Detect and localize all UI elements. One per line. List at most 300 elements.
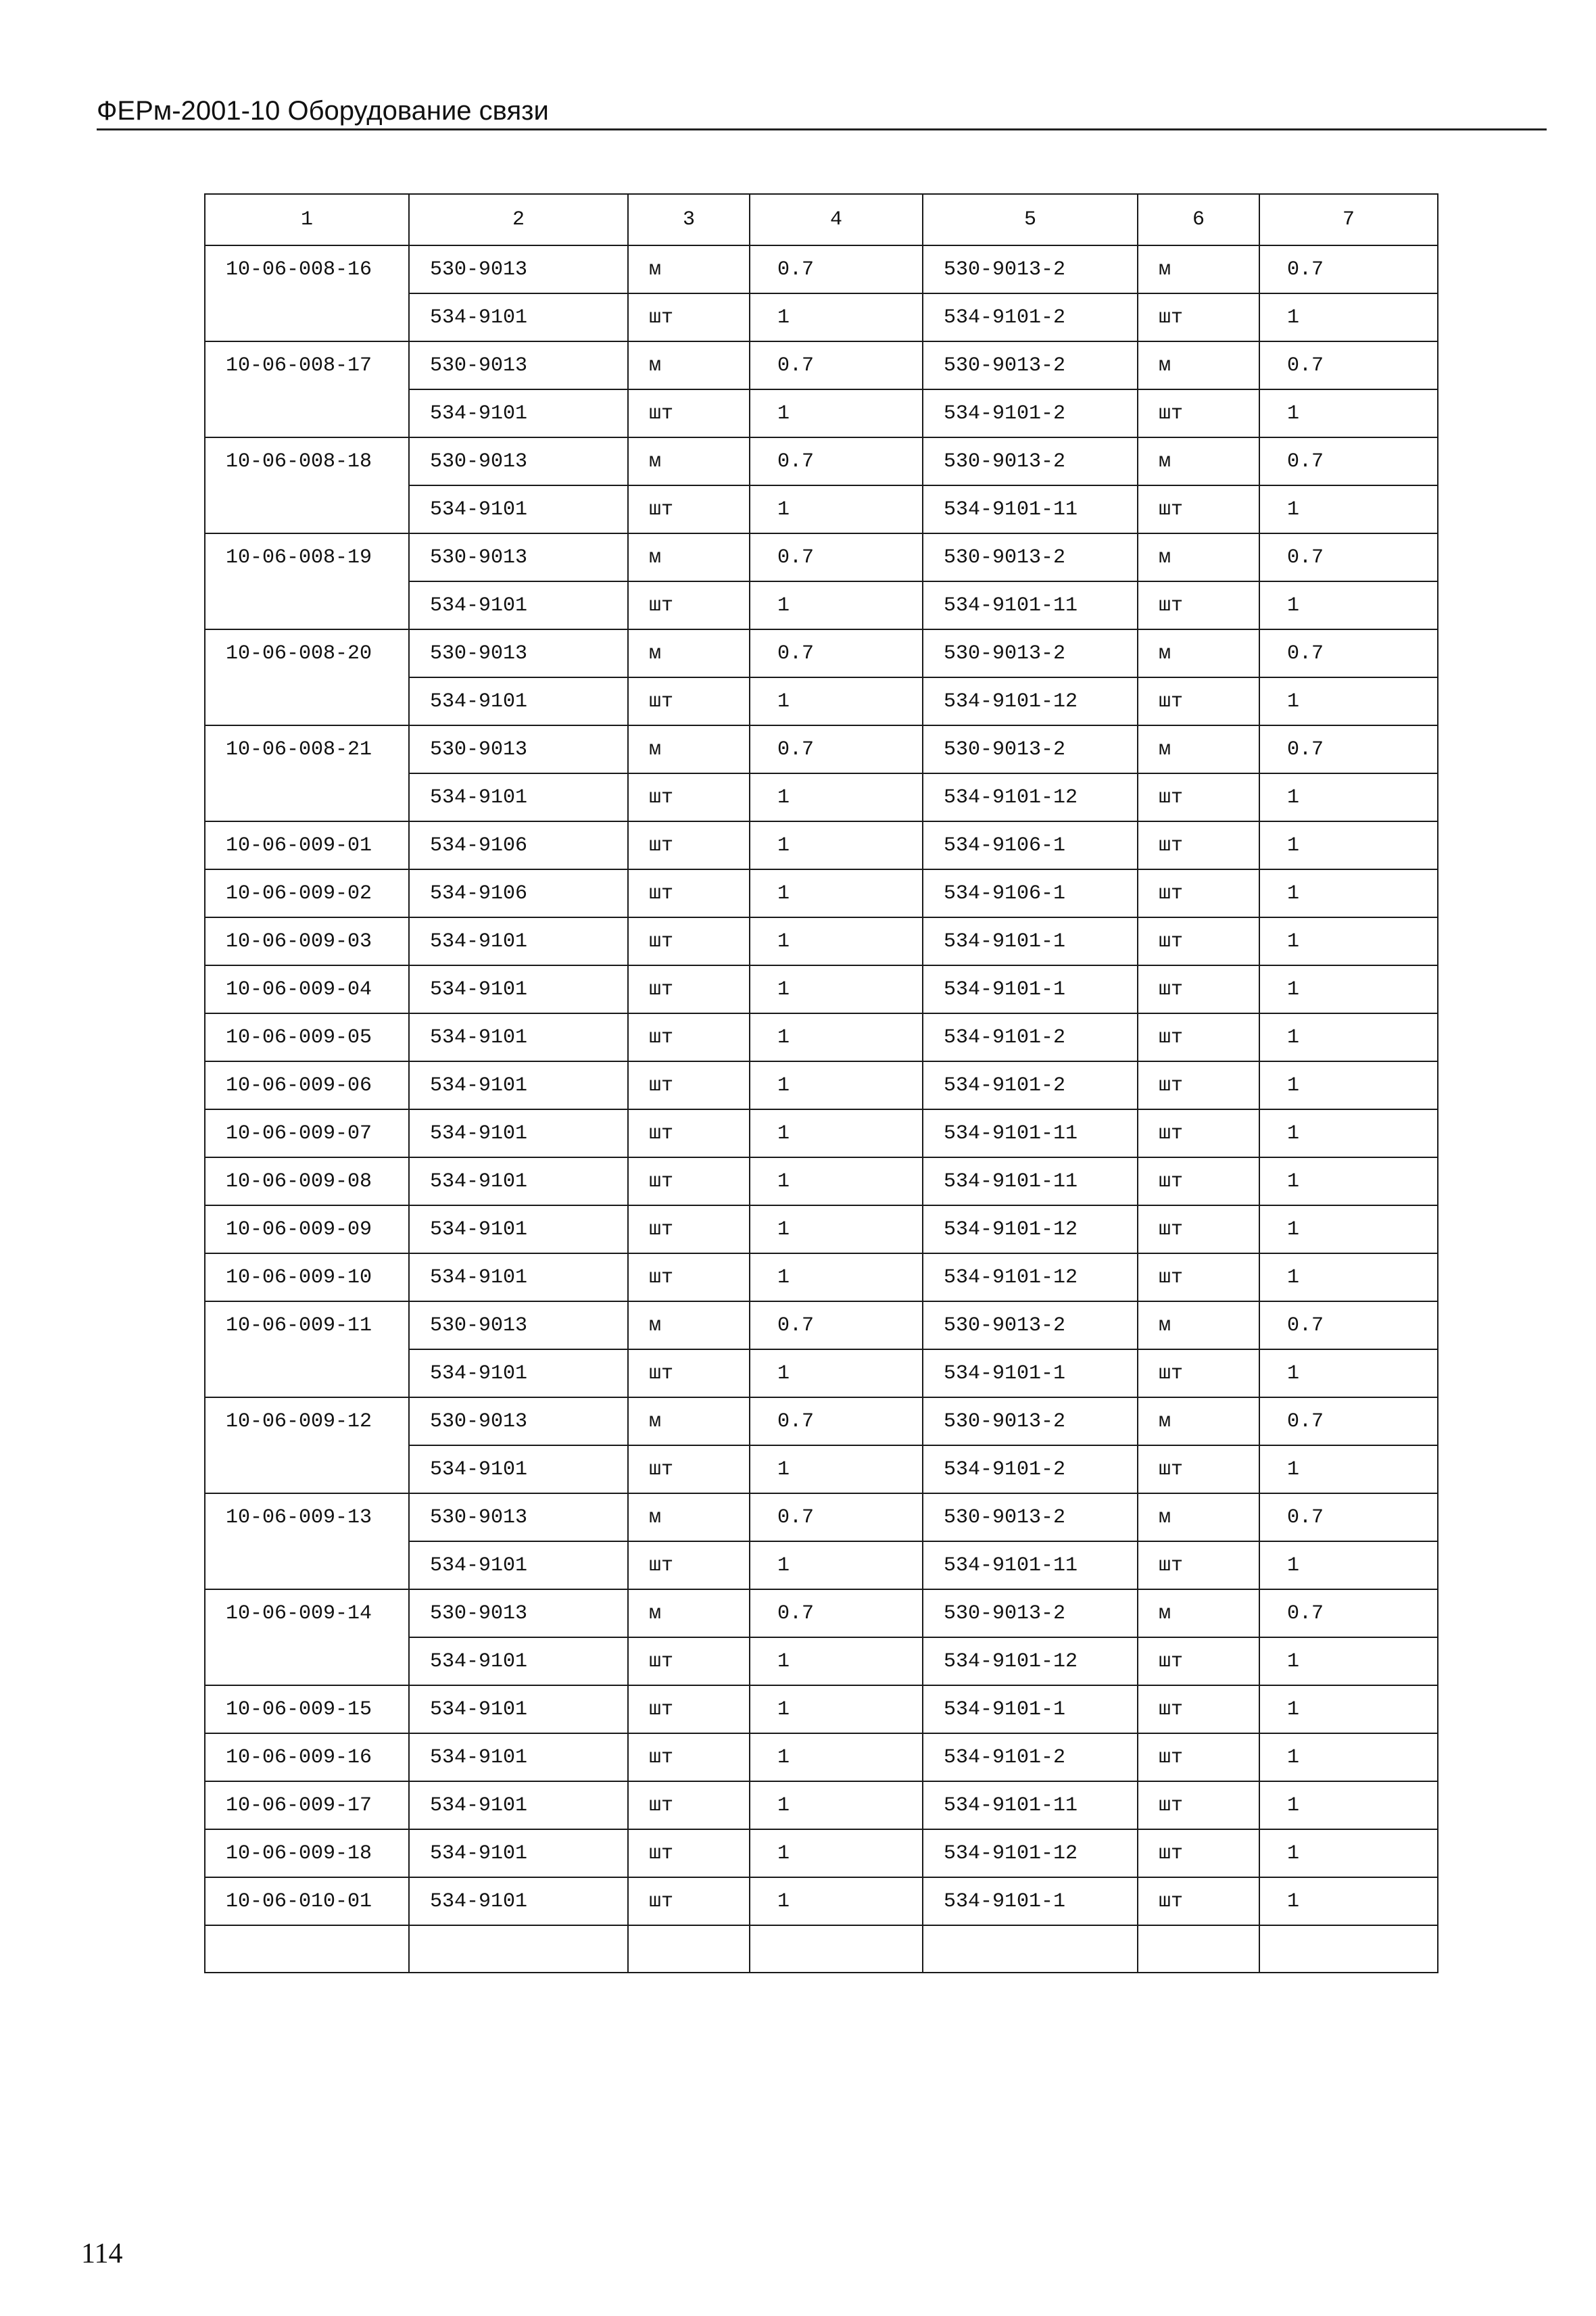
replacement-unit-cell: м (1138, 533, 1259, 581)
replacement-quantity-cell: 1 (1259, 869, 1438, 917)
row-code-cell (205, 1541, 409, 1589)
replacement-quantity-cell: 1 (1259, 773, 1438, 821)
quantity-cell: 1 (750, 1013, 923, 1061)
replacement-unit-cell: шт (1138, 1733, 1259, 1781)
row-code-cell: 10-06-009-08 (205, 1157, 409, 1205)
unit-cell: м (628, 1397, 750, 1445)
table-row (205, 725, 1438, 773)
replacement-unit-cell: шт (1138, 1445, 1259, 1493)
table-row (205, 1301, 1438, 1349)
replacement-code-cell: 534-9101-12 (923, 773, 1138, 821)
table-row (205, 1877, 1438, 1925)
replacement-code-cell: 534-9101-11 (923, 1157, 1138, 1205)
replacement-unit-cell: шт (1138, 1829, 1259, 1877)
resource-code-cell: 534-9101 (409, 1781, 628, 1829)
table-row (205, 677, 1438, 725)
quantity-cell: 0.7 (750, 629, 923, 677)
resource-code-cell: 534-9101 (409, 1109, 628, 1157)
replacement-unit-cell: м (1138, 725, 1259, 773)
replacement-unit-cell: шт (1138, 677, 1259, 725)
replacement-code-cell: 534-9101-1 (923, 1685, 1138, 1733)
resource-code-cell: 530-9013 (409, 1493, 628, 1541)
replacement-unit-cell: шт (1138, 1061, 1259, 1109)
table-row (205, 1589, 1438, 1637)
unit-cell: шт (628, 1205, 750, 1253)
replacement-unit-cell: м (1138, 629, 1259, 677)
replacement-unit-cell: шт (1138, 389, 1259, 437)
quantity-cell: 1 (750, 1685, 923, 1733)
table-header-row (205, 194, 1438, 245)
column-header-3: 3 (628, 194, 750, 245)
row-code-cell: 10-06-008-20 (205, 629, 409, 677)
replacement-quantity-cell: 1 (1259, 1829, 1438, 1877)
row-code-cell: 10-06-009-11 (205, 1301, 409, 1349)
table-row (205, 437, 1438, 485)
replacement-quantity-cell: 0.7 (1259, 629, 1438, 677)
replacement-code-cell: 534-9101-11 (923, 1109, 1138, 1157)
replacement-unit-cell: шт (1138, 965, 1259, 1013)
unit-cell: шт (628, 389, 750, 437)
unit-cell: шт (628, 1637, 750, 1685)
replacement-quantity-cell: 1 (1259, 1205, 1438, 1253)
resource-code-cell: 534-9101 (409, 1013, 628, 1061)
resource-code-cell: 534-9101 (409, 1157, 628, 1205)
column-header-4: 4 (750, 194, 923, 245)
unit-cell: шт (628, 1541, 750, 1589)
replacement-unit-cell: шт (1138, 1877, 1259, 1925)
empty-cell (923, 1925, 1138, 1973)
quantity-cell: 1 (750, 1637, 923, 1685)
resource-code-cell: 530-9013 (409, 533, 628, 581)
unit-cell: м (628, 1301, 750, 1349)
quantity-cell: 0.7 (750, 1493, 923, 1541)
replacement-code-cell: 534-9106-1 (923, 821, 1138, 869)
quantity-cell: 1 (750, 773, 923, 821)
replacement-code-cell: 530-9013-2 (923, 437, 1138, 485)
row-code-cell: 10-06-008-19 (205, 533, 409, 581)
resource-code-cell: 534-9101 (409, 1349, 628, 1397)
resource-code-cell: 534-9101 (409, 1829, 628, 1877)
table-row (205, 1829, 1438, 1877)
replacement-code-cell: 534-9101-1 (923, 1877, 1138, 1925)
unit-cell: шт (628, 1829, 750, 1877)
replacement-quantity-cell: 1 (1259, 1349, 1438, 1397)
quantity-cell: 1 (750, 1541, 923, 1589)
row-code-cell: 10-06-009-13 (205, 1493, 409, 1541)
replacement-unit-cell: шт (1138, 1253, 1259, 1301)
unit-cell: шт (628, 1013, 750, 1061)
quantity-cell: 1 (750, 1253, 923, 1301)
row-code-cell: 10-06-009-02 (205, 869, 409, 917)
row-code-cell (205, 293, 409, 341)
table-row (205, 1013, 1438, 1061)
unit-cell: м (628, 725, 750, 773)
replacement-unit-cell: шт (1138, 1349, 1259, 1397)
row-code-cell: 10-06-009-15 (205, 1685, 409, 1733)
replacement-code-cell: 530-9013-2 (923, 725, 1138, 773)
row-code-cell: 10-06-009-01 (205, 821, 409, 869)
replacement-quantity-cell: 0.7 (1259, 1397, 1438, 1445)
quantity-cell: 1 (750, 677, 923, 725)
replacement-code-cell: 534-9101-12 (923, 677, 1138, 725)
unit-cell: шт (628, 1781, 750, 1829)
empty-cell (205, 1925, 409, 1973)
column-header-6: 6 (1138, 194, 1259, 245)
replacement-quantity-cell: 1 (1259, 1061, 1438, 1109)
replacement-quantity-cell: 0.7 (1259, 1493, 1438, 1541)
table-row-blank (205, 1925, 1438, 1973)
resource-table (204, 193, 1438, 1973)
table-row (205, 1685, 1438, 1733)
row-code-cell: 10-06-009-14 (205, 1589, 409, 1637)
replacement-quantity-cell: 1 (1259, 821, 1438, 869)
column-header-5: 5 (923, 194, 1138, 245)
replacement-quantity-cell: 0.7 (1259, 725, 1438, 773)
quantity-cell: 1 (750, 821, 923, 869)
resource-code-cell: 534-9101 (409, 581, 628, 629)
unit-cell: м (628, 1493, 750, 1541)
table-row (205, 629, 1438, 677)
table-row (205, 1733, 1438, 1781)
replacement-unit-cell: шт (1138, 821, 1259, 869)
replacement-code-cell: 534-9101-12 (923, 1205, 1138, 1253)
replacement-unit-cell: м (1138, 1589, 1259, 1637)
unit-cell: шт (628, 485, 750, 533)
row-code-cell: 10-06-008-16 (205, 245, 409, 293)
replacement-quantity-cell: 0.7 (1259, 1589, 1438, 1637)
row-code-cell: 10-06-009-07 (205, 1109, 409, 1157)
row-code-cell: 10-06-009-18 (205, 1829, 409, 1877)
replacement-quantity-cell: 1 (1259, 1637, 1438, 1685)
unit-cell: шт (628, 1685, 750, 1733)
unit-cell: шт (628, 1349, 750, 1397)
quantity-cell: 1 (750, 581, 923, 629)
row-code-cell: 10-06-009-05 (205, 1013, 409, 1061)
replacement-code-cell: 534-9101-11 (923, 1541, 1138, 1589)
page-number: 114 (81, 2238, 123, 2269)
quantity-cell: 1 (750, 1781, 923, 1829)
quantity-cell: 1 (750, 1349, 923, 1397)
resource-code-cell: 530-9013 (409, 1301, 628, 1349)
quantity-cell: 1 (750, 293, 923, 341)
quantity-cell: 0.7 (750, 1589, 923, 1637)
quantity-cell: 1 (750, 1205, 923, 1253)
unit-cell: шт (628, 1109, 750, 1157)
row-code-cell (205, 1637, 409, 1685)
replacement-code-cell: 530-9013-2 (923, 245, 1138, 293)
table-row (205, 581, 1438, 629)
resource-code-cell: 530-9013 (409, 725, 628, 773)
quantity-cell: 1 (750, 1061, 923, 1109)
row-code-cell: 10-06-008-21 (205, 725, 409, 773)
replacement-quantity-cell: 1 (1259, 293, 1438, 341)
resource-code-cell: 534-9101 (409, 677, 628, 725)
resource-code-cell: 530-9013 (409, 1589, 628, 1637)
replacement-unit-cell: шт (1138, 1781, 1259, 1829)
replacement-quantity-cell: 1 (1259, 485, 1438, 533)
table-row (205, 485, 1438, 533)
quantity-cell: 1 (750, 485, 923, 533)
table-row (205, 533, 1438, 581)
quantity-cell: 1 (750, 1829, 923, 1877)
replacement-code-cell: 534-9101-2 (923, 293, 1138, 341)
replacement-unit-cell: шт (1138, 1157, 1259, 1205)
replacement-unit-cell: шт (1138, 1685, 1259, 1733)
replacement-quantity-cell: 1 (1259, 1541, 1438, 1589)
table-row (205, 1157, 1438, 1205)
row-code-cell (205, 485, 409, 533)
unit-cell: шт (628, 1733, 750, 1781)
replacement-unit-cell: шт (1138, 869, 1259, 917)
resource-code-cell: 534-9101 (409, 293, 628, 341)
resource-code-cell: 534-9101 (409, 1541, 628, 1589)
replacement-code-cell: 530-9013-2 (923, 1493, 1138, 1541)
resource-code-cell: 534-9101 (409, 1205, 628, 1253)
replacement-unit-cell: шт (1138, 1541, 1259, 1589)
resource-code-cell: 534-9101 (409, 965, 628, 1013)
row-code-cell (205, 1445, 409, 1493)
quantity-cell: 0.7 (750, 725, 923, 773)
unit-cell: шт (628, 965, 750, 1013)
replacement-code-cell: 534-9106-1 (923, 869, 1138, 917)
replacement-unit-cell: м (1138, 341, 1259, 389)
empty-cell (1259, 1925, 1438, 1973)
replacement-code-cell: 534-9101-11 (923, 1781, 1138, 1829)
replacement-unit-cell: м (1138, 245, 1259, 293)
resource-code-cell: 530-9013 (409, 629, 628, 677)
replacement-code-cell: 530-9013-2 (923, 629, 1138, 677)
quantity-cell: 1 (750, 1157, 923, 1205)
replacement-quantity-cell: 0.7 (1259, 245, 1438, 293)
quantity-cell: 1 (750, 1109, 923, 1157)
resource-code-cell: 534-9101 (409, 389, 628, 437)
quantity-cell: 0.7 (750, 1397, 923, 1445)
unit-cell: шт (628, 821, 750, 869)
row-code-cell: 10-06-010-01 (205, 1877, 409, 1925)
row-code-cell: 10-06-009-06 (205, 1061, 409, 1109)
replacement-code-cell: 530-9013-2 (923, 1397, 1138, 1445)
resource-code-cell: 534-9101 (409, 485, 628, 533)
table-row (205, 1205, 1438, 1253)
replacement-unit-cell: шт (1138, 581, 1259, 629)
replacement-code-cell: 534-9101-12 (923, 1253, 1138, 1301)
replacement-quantity-cell: 1 (1259, 1877, 1438, 1925)
row-code-cell: 10-06-009-10 (205, 1253, 409, 1301)
table-row (205, 1541, 1438, 1589)
table-row (205, 341, 1438, 389)
table-body (205, 194, 1438, 1973)
empty-cell (628, 1925, 750, 1973)
table-row (205, 869, 1438, 917)
table-row (205, 917, 1438, 965)
quantity-cell: 0.7 (750, 341, 923, 389)
resource-code-cell: 534-9101 (409, 1061, 628, 1109)
table-row (205, 245, 1438, 293)
replacement-unit-cell: м (1138, 1397, 1259, 1445)
resource-code-cell: 534-9101 (409, 1685, 628, 1733)
replacement-quantity-cell: 1 (1259, 1013, 1438, 1061)
unit-cell: шт (628, 917, 750, 965)
unit-cell: м (628, 629, 750, 677)
table-row (205, 1397, 1438, 1445)
column-header-7: 7 (1259, 194, 1438, 245)
unit-cell: шт (628, 1157, 750, 1205)
resource-code-cell: 530-9013 (409, 1397, 628, 1445)
replacement-unit-cell: шт (1138, 1013, 1259, 1061)
unit-cell: шт (628, 773, 750, 821)
row-code-cell (205, 389, 409, 437)
replacement-unit-cell: шт (1138, 1205, 1259, 1253)
resource-code-cell: 534-9101 (409, 917, 628, 965)
replacement-unit-cell: шт (1138, 773, 1259, 821)
replacement-unit-cell: шт (1138, 293, 1259, 341)
quantity-cell: 0.7 (750, 533, 923, 581)
replacement-unit-cell: м (1138, 1301, 1259, 1349)
unit-cell: шт (628, 869, 750, 917)
replacement-code-cell: 534-9101-12 (923, 1637, 1138, 1685)
row-code-cell: 10-06-009-04 (205, 965, 409, 1013)
resource-code-cell: 534-9106 (409, 821, 628, 869)
replacement-quantity-cell: 1 (1259, 965, 1438, 1013)
row-code-cell: 10-06-009-03 (205, 917, 409, 965)
row-code-cell (205, 581, 409, 629)
replacement-quantity-cell: 1 (1259, 1733, 1438, 1781)
replacement-code-cell: 534-9101-1 (923, 917, 1138, 965)
quantity-cell: 1 (750, 1877, 923, 1925)
empty-cell (750, 1925, 923, 1973)
table-row (205, 1637, 1438, 1685)
replacement-code-cell: 530-9013-2 (923, 533, 1138, 581)
replacement-quantity-cell: 1 (1259, 1445, 1438, 1493)
table-row (205, 1493, 1438, 1541)
row-code-cell: 10-06-009-12 (205, 1397, 409, 1445)
column-header-1: 1 (205, 194, 409, 245)
resource-code-cell: 534-9101 (409, 1637, 628, 1685)
resource-code-cell: 534-9101 (409, 773, 628, 821)
quantity-cell: 0.7 (750, 1301, 923, 1349)
quantity-cell: 0.7 (750, 437, 923, 485)
table-row (205, 1061, 1438, 1109)
table-row (205, 293, 1438, 341)
resource-code-cell: 534-9106 (409, 869, 628, 917)
replacement-unit-cell: м (1138, 1493, 1259, 1541)
replacement-quantity-cell: 1 (1259, 917, 1438, 965)
replacement-unit-cell: шт (1138, 1637, 1259, 1685)
quantity-cell: 0.7 (750, 245, 923, 293)
replacement-code-cell: 534-9101-11 (923, 581, 1138, 629)
replacement-code-cell: 534-9101-2 (923, 1733, 1138, 1781)
resource-code-cell: 534-9101 (409, 1253, 628, 1301)
replacement-code-cell: 530-9013-2 (923, 1301, 1138, 1349)
unit-cell: шт (628, 581, 750, 629)
row-code-cell (205, 773, 409, 821)
row-code-cell: 10-06-009-16 (205, 1733, 409, 1781)
quantity-cell: 1 (750, 1445, 923, 1493)
page-header (97, 93, 1547, 130)
replacement-quantity-cell: 1 (1259, 1157, 1438, 1205)
replacement-code-cell: 534-9101-2 (923, 1061, 1138, 1109)
replacement-quantity-cell: 1 (1259, 581, 1438, 629)
table-row (205, 1109, 1438, 1157)
replacement-quantity-cell: 0.7 (1259, 341, 1438, 389)
unit-cell: м (628, 437, 750, 485)
table-row (205, 773, 1438, 821)
replacement-quantity-cell: 0.7 (1259, 533, 1438, 581)
table-row (205, 1253, 1438, 1301)
replacement-unit-cell: шт (1138, 917, 1259, 965)
quantity-cell: 1 (750, 389, 923, 437)
quantity-cell: 1 (750, 1733, 923, 1781)
replacement-code-cell: 534-9101-1 (923, 965, 1138, 1013)
resource-code-cell: 530-9013 (409, 437, 628, 485)
table-row (205, 965, 1438, 1013)
replacement-unit-cell: шт (1138, 485, 1259, 533)
replacement-code-cell: 534-9101-2 (923, 1013, 1138, 1061)
table-row (205, 389, 1438, 437)
unit-cell: м (628, 245, 750, 293)
replacement-quantity-cell: 1 (1259, 1253, 1438, 1301)
table-row (205, 1781, 1438, 1829)
replacement-quantity-cell: 1 (1259, 1685, 1438, 1733)
replacement-code-cell: 534-9101-2 (923, 1445, 1138, 1493)
table-row (205, 1349, 1438, 1397)
empty-cell (409, 1925, 628, 1973)
empty-cell (1138, 1925, 1259, 1973)
resource-code-cell: 530-9013 (409, 245, 628, 293)
quantity-cell: 1 (750, 869, 923, 917)
row-code-cell (205, 677, 409, 725)
replacement-code-cell: 534-9101-1 (923, 1349, 1138, 1397)
replacement-code-cell: 534-9101-11 (923, 485, 1138, 533)
table-row (205, 1445, 1438, 1493)
unit-cell: м (628, 1589, 750, 1637)
row-code-cell (205, 1349, 409, 1397)
unit-cell: шт (628, 1253, 750, 1301)
replacement-quantity-cell: 1 (1259, 1109, 1438, 1157)
replacement-quantity-cell: 1 (1259, 1781, 1438, 1829)
replacement-code-cell: 530-9013-2 (923, 341, 1138, 389)
resource-code-cell: 534-9101 (409, 1877, 628, 1925)
quantity-cell: 1 (750, 965, 923, 1013)
resource-code-cell: 534-9101 (409, 1733, 628, 1781)
quantity-cell: 1 (750, 917, 923, 965)
replacement-quantity-cell: 1 (1259, 389, 1438, 437)
replacement-unit-cell: шт (1138, 1109, 1259, 1157)
replacement-unit-cell: м (1138, 437, 1259, 485)
replacement-quantity-cell: 1 (1259, 677, 1438, 725)
unit-cell: шт (628, 293, 750, 341)
row-code-cell: 10-06-008-17 (205, 341, 409, 389)
unit-cell: шт (628, 677, 750, 725)
replacement-code-cell: 534-9101-2 (923, 389, 1138, 437)
row-code-cell: 10-06-009-17 (205, 1781, 409, 1829)
page-header-title: ФЕРм-2001-10 Оборудование связи (97, 96, 549, 126)
replacement-quantity-cell: 0.7 (1259, 437, 1438, 485)
replacement-quantity-cell: 0.7 (1259, 1301, 1438, 1349)
column-header-2: 2 (409, 194, 628, 245)
unit-cell: шт (628, 1877, 750, 1925)
resource-code-cell: 530-9013 (409, 341, 628, 389)
unit-cell: шт (628, 1445, 750, 1493)
unit-cell: м (628, 533, 750, 581)
row-code-cell: 10-06-008-18 (205, 437, 409, 485)
replacement-code-cell: 530-9013-2 (923, 1589, 1138, 1637)
unit-cell: шт (628, 1061, 750, 1109)
row-code-cell: 10-06-009-09 (205, 1205, 409, 1253)
replacement-code-cell: 534-9101-12 (923, 1829, 1138, 1877)
table-row (205, 821, 1438, 869)
resource-code-cell: 534-9101 (409, 1445, 628, 1493)
